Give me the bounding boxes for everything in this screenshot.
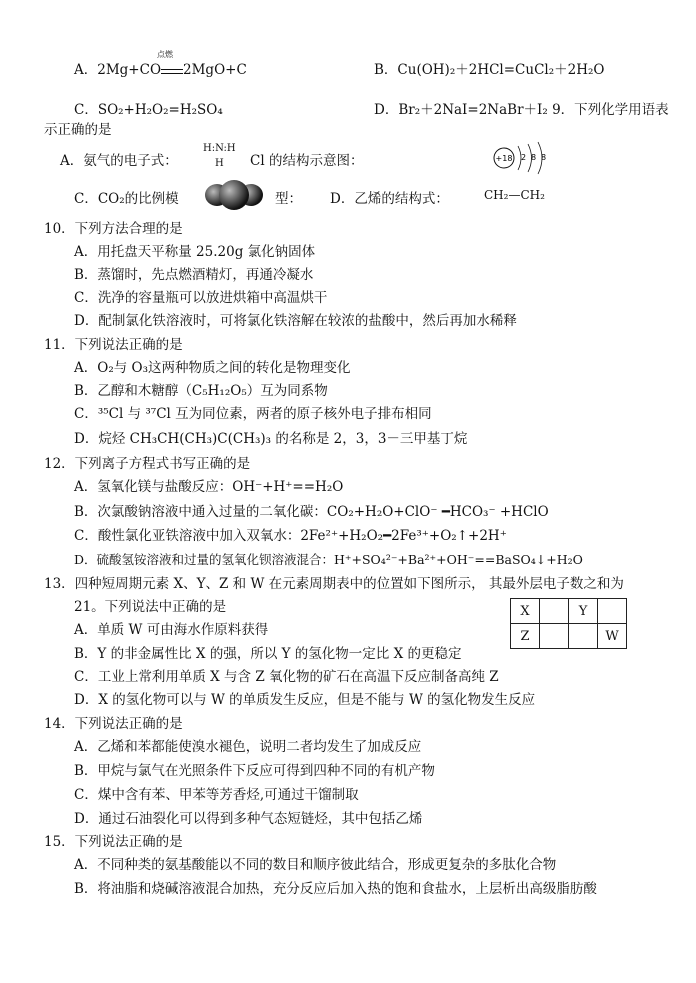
table-row [511,599,627,624]
ammonia-electron-formula-bottom: H [215,158,224,169]
q13-stem: 13．四种短周期元素 X、Y、Z 和 W 在元素周期表中的位置如下图所示， 其最外层电子数之和为 [44,576,624,592]
q14-option-a: A．乙烯和苯都能使溴水褪色，说明二者均发生了加成反应 [74,739,422,755]
q15-option-b: B．将油脂和烧碱溶液混合加热，充分反应后加入热的饱和食盐水，上层析出高级脂肪酸 [74,881,597,897]
q10-stem: 10．下列方法合理的是 [44,221,183,237]
table-cell: Z [511,624,540,649]
svg-text:+18: +18 [495,154,513,163]
q8-option-b: B．Cu(OH)₂＋2HCl=CuCl₂＋2H₂O [374,62,605,78]
co2-space-filling-model [205,180,265,210]
svg-text:8: 8 [541,153,547,162]
q10-option-b: B．蒸馏时，先点燃酒精灯，再通冷凝水 [74,267,314,283]
q13-option-a: A．单质 W 可由海水作原料获得 [74,622,269,638]
reaction-arrow-icon [161,64,183,78]
ethylene-formula: CH₂—CH₂ [484,188,545,202]
table-cell: Y [569,599,598,624]
q8-option-d: D．Br₂＋2NaI=2NaBr＋I₂ 9．下列化学用语表 [374,102,669,118]
q14-stem: 14．下列说法正确的是 [44,716,183,732]
svg-text:8: 8 [531,153,537,162]
table-cell: X [511,599,540,624]
q13-option-b: B．Y 的非金属性比 X 的强，所以 Y 的氢化物一定比 X 的更稳定 [74,646,462,662]
q11-option-a: A．O₂与 O₃这两种物质之间的转化是物理变化 [74,360,351,376]
periodic-table-fragment [510,598,627,649]
q8-a-right: 2MgO+C [183,62,247,78]
q9-stem: 示正确的是 [44,122,112,138]
q8-option-c: C．SO₂+H₂O₂=H₂SO₄ [74,102,223,118]
q9-option-c-tail: 型： [275,191,302,207]
q12-option-c: C．酸性氯化亚铁溶液中加入双氧水：2Fe²⁺+H₂O₂━2Fe³⁺+O₂↑+2H⁺ [74,528,507,544]
table-cell: W [598,624,627,649]
q9-option-c: C．CO₂的比例模 [74,191,179,207]
q8-a-left: A．2Mg+CO [74,62,162,78]
q11-option-b: B．乙醇和木糖醇（C₅H₁₂O₅）互为同系物 [74,383,328,399]
q14-option-d: D．通过石油裂化可以得到多种气态短链烃，其中包括乙烯 [74,811,423,827]
q13-option-d: D．X 的氢化物可以与 W 的单质发生反应，但是不能与 W 的氢化物发生反应 [74,692,536,708]
q11-stem: 11．下列说法正确的是 [44,337,183,353]
q12-option-d: D．硫酸氢铵溶液和过量的氢氧化钡溶液混合：H⁺+SO₄²⁻+Ba²⁺+OH⁻==BaSO₄↓+H₂O [74,552,583,567]
q10-option-c: C．洗净的容量瓶可以放进烘箱中高温烘干 [74,290,328,306]
q12-stem: 12．下列离子方程式书写正确的是 [44,456,251,472]
q15-stem: 15．下列说法正确的是 [44,834,183,850]
q12-option-a: A．氢氧化镁与盐酸反应：OH⁻+H⁺==H₂O [74,479,344,495]
q9-option-a: A．氨气的电子式： [60,153,178,169]
q13-option-c: C．工业上常利用单质 X 与含 Z 氧化物的矿石在高温下反应制备高纯 Z [74,669,499,685]
svg-text:2: 2 [521,153,527,162]
q13-stem-cont: 21。下列说法中正确的是 [74,599,227,615]
q9-option-b: Cl 的结构示意图： [250,153,364,169]
table-cell [540,599,569,624]
q10-option-d: D．配制氯化铁溶液时，可将氯化铁溶解在较浓的盐酸中，然后再加水稀释 [74,313,517,329]
reaction-condition: 点燃 [157,50,173,59]
q14-option-c: C．煤中含有苯、甲苯等芳香烃,可通过干馏制取 [74,787,359,803]
q14-option-b: B．甲烷与氯气在光照条件下反应可得到四种不同的有机产物 [74,763,435,779]
q10-option-a: A．用托盘天平称量 25.20g 氯化钠固体 [74,244,316,260]
atom-structure-diagram [490,138,560,178]
table-cell [569,624,598,649]
ammonia-electron-formula: H:N:H [203,143,236,154]
q8-option-a [74,61,247,79]
table-cell [598,599,627,624]
q12-option-b: B．次氯酸钠溶液中通入过量的二氧化碳：CO₂+H₂O+ClO⁻ ━HCO₃⁻ +HClO [74,504,549,520]
table-row [511,624,627,649]
q15-option-a: A．不同种类的氨基酸能以不同的数目和顺序彼此结合，形成更复杂的多肽化合物 [74,857,557,873]
q9-option-d: D．乙烯的结构式： [330,191,449,207]
q11-option-c: C．³⁵Cl 与 ³⁷Cl 互为同位素，两者的原子核外电子排布相同 [74,406,432,422]
q11-option-d: D．烷烃 CH₃CH(CH₃)C(CH₃)₃ 的名称是 2，3，3－三甲基丁烷 [74,431,468,447]
table-cell [540,624,569,649]
